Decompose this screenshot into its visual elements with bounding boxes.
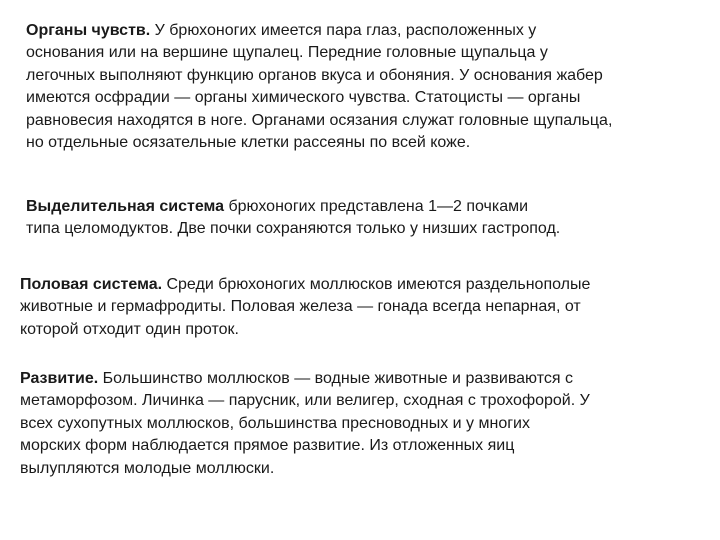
text-line: типа целомодуктов. Две почки сохраняются только у низших гастропод. [26, 220, 561, 238]
text-line: брюхоногих представлена 1—2 почками [224, 198, 529, 215]
heading-development: Развитие. [20, 370, 99, 387]
text-line: которой отходит один проток. [20, 320, 239, 338]
text-line: У брюхоногих имеется пара глаз, расположенных у [150, 22, 537, 39]
text-line: легочных выполняют функцию органов вкуса и обоняния. У основания жабер [26, 66, 603, 84]
text-line: всех сухопутных моллюсков, большинства пресноводных и у многих [20, 414, 530, 432]
text-line: животные и гермафродиты. Половая железа — гонада всегда непарная, от [20, 298, 581, 316]
text-line: основания или на вершине щупалец. Передние головные щупальца у [26, 44, 548, 62]
text-line: морских форм наблюдается прямое развитие. Из отложенных яиц [20, 437, 515, 455]
paragraph-development [20, 368, 710, 480]
text-line: имеются осфрадии — органы химического чувства. Статоцисты — органы [26, 89, 581, 107]
heading-reproductive-system: Половая система. [20, 276, 163, 293]
text-line: но отдельные осязательные клетки рассеяны по всей коже. [26, 134, 471, 152]
paragraph-excretory-system [26, 196, 716, 241]
text-line: метаморфозом. Личинка — парусник, или велигер, сходная с трохофорой. У [20, 392, 590, 410]
heading-sense-organs: Органы чувств. [26, 22, 151, 39]
heading-excretory-system: Выделительная система [26, 198, 225, 215]
text-line: Большинство моллюсков — водные животные и развиваются с [98, 370, 573, 387]
text-line: равновесия находятся в ноге. Органами осязания служат головные щупальца, [26, 111, 613, 129]
text-line: вылупляются молодые моллюски. [20, 459, 275, 477]
paragraph-sense-organs [26, 20, 716, 154]
paragraph-reproductive-system [20, 274, 710, 341]
text-line: Среди брюхоногих моллюсков имеются раздельнополые [162, 276, 591, 293]
